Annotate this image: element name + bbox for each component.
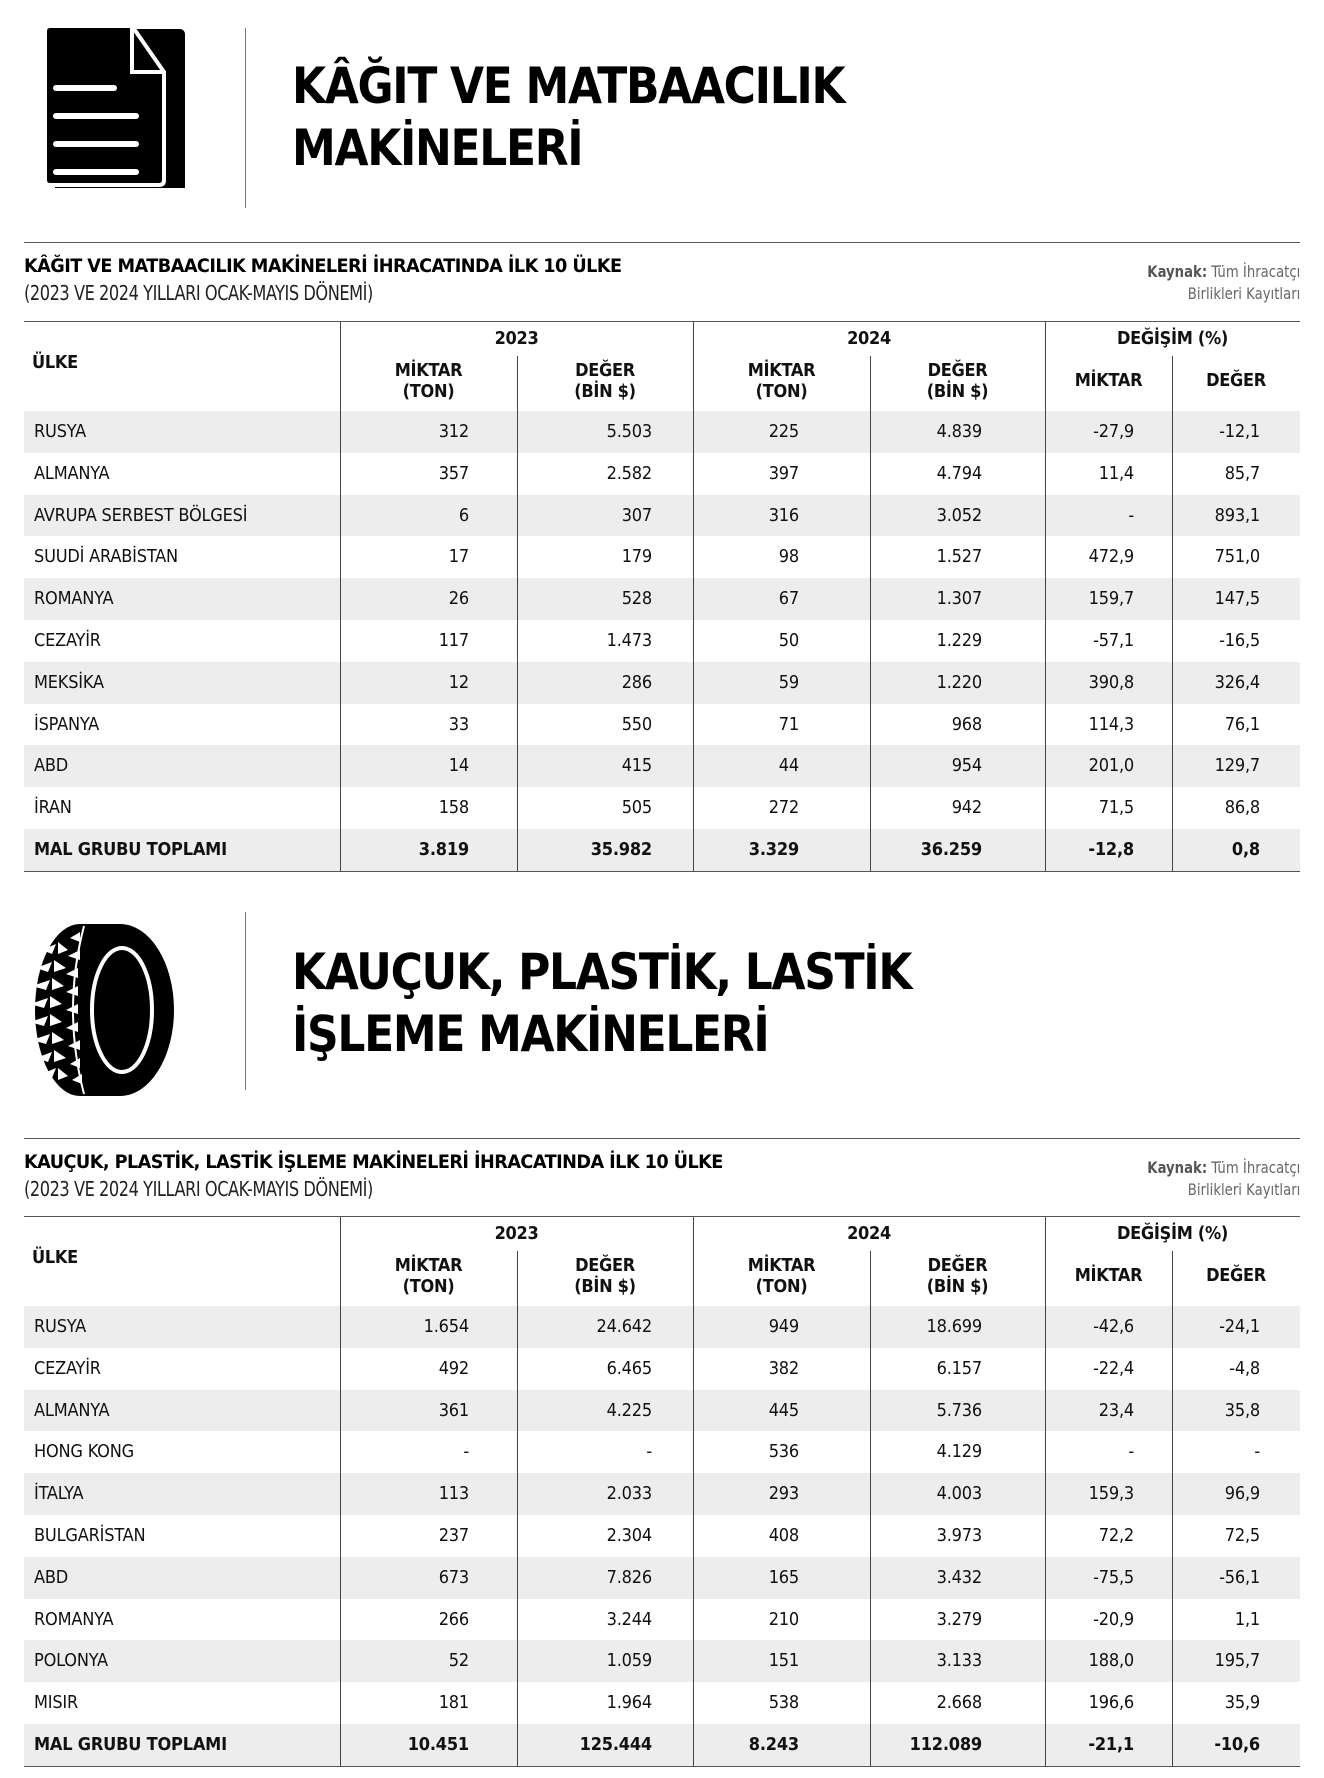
col-header-line2: (BİN $) [574,381,636,402]
v2024-cell: 942 [951,797,982,819]
col-header-change-quantity: MİKTAR [1074,370,1143,391]
source-label: Kaynak: [1146,1158,1207,1177]
v2024-cell: 6.157 [936,1357,982,1379]
v2024-cell: 36.259 [920,838,982,860]
col-header-line1: MİKTAR [394,360,463,381]
cv-cell: 35,9 [1224,1692,1260,1714]
column-divider [693,322,694,871]
q2024-cell: 272 [768,797,799,819]
source-text: Tüm İhracatçı [1211,262,1300,281]
header-divider [245,28,246,208]
country-cell: ROMANYA [34,588,114,610]
table-row [24,453,1300,495]
col-header-quantity [693,360,870,402]
cq-cell: 71,5 [1098,797,1134,819]
cq-cell: - [1128,1441,1134,1463]
v2023-cell: 6.465 [606,1357,652,1379]
col-header-change: DEĞİŞİM (%) [1117,328,1228,349]
cv-cell: 326,4 [1214,671,1260,693]
country-cell: CEZAYİR [34,629,101,651]
table-row [24,1306,1300,1348]
cq-cell: 159,7 [1088,588,1134,610]
v2024-cell: 18.699 [926,1316,982,1337]
cq-cell: 114,3 [1088,713,1134,735]
cq-cell: 72,2 [1098,1524,1134,1546]
q2024-cell: 8.243 [748,1733,799,1755]
q2023-cell: 113 [438,1483,469,1505]
v2023-cell: 2.304 [606,1524,652,1546]
v2024-cell: 1.220 [936,671,982,693]
col-header-line1: DEĞER [575,1255,635,1276]
table-row [24,1557,1300,1599]
col-header-year-2023: 2023 [494,328,539,349]
cq-cell: - [1128,504,1134,526]
cv-cell: 751,0 [1214,546,1260,568]
table-row [24,1390,1300,1432]
table-row [24,411,1300,453]
table-caption [24,1138,1300,1218]
table-row [24,620,1300,662]
country-cell: BULGARİSTAN [34,1524,146,1546]
section-2-header [0,900,1324,1090]
table-total-row [24,1724,1300,1766]
v2023-cell: 1.964 [606,1692,652,1714]
v2023-cell: 1.473 [606,629,652,651]
q2024-cell: 382 [768,1357,799,1379]
country-cell: ABD [34,1566,69,1588]
q2024-cell: 210 [768,1608,799,1630]
column-divider [693,1217,694,1766]
v2023-cell: 286 [621,671,652,693]
country-cell: ALMANYA [34,1399,110,1421]
column-divider [870,1251,871,1766]
q2024-cell: 165 [768,1566,799,1588]
cv-cell: 147,5 [1214,588,1260,610]
table-body [24,1306,1300,1766]
cv-cell: 86,8 [1224,797,1260,819]
v2023-cell: 3.244 [606,1608,652,1630]
cv-cell: - [1254,1441,1260,1463]
column-divider [1045,1217,1046,1766]
q2023-cell: 492 [438,1357,469,1379]
v2023-cell: 35.982 [590,838,652,860]
v2024-cell: 954 [951,755,982,777]
cq-cell: 188,0 [1088,1650,1134,1672]
cv-cell: 129,7 [1214,755,1260,777]
cq-cell: 390,8 [1088,671,1134,693]
v2023-cell: 550 [621,713,652,735]
col-header-year-2024: 2024 [847,328,891,349]
q2024-cell: 316 [768,504,799,526]
q2024-cell: 44 [778,755,799,777]
v2024-cell: 2.668 [936,1692,982,1714]
q2023-cell: 14 [448,755,469,777]
cq-cell: 196,6 [1088,1692,1134,1714]
table-bottom-rule [24,1766,1300,1768]
v2024-cell: 1.229 [936,629,982,651]
v2023-cell: 528 [621,588,652,610]
cv-cell: -12,1 [1219,421,1260,442]
column-divider [1172,1251,1173,1766]
country-cell: RUSYA [34,1316,86,1337]
table-caption [24,242,1300,322]
v2024-cell: 3.133 [936,1650,982,1672]
col-header-change-quantity: MİKTAR [1074,1265,1143,1286]
table-row [24,1599,1300,1641]
cq-cell: -57,1 [1093,629,1134,651]
section-title-line1: KAUÇUK, PLASTİK, LASTİK [292,943,912,1001]
table-total-row [24,829,1300,871]
col-header-quantity [340,1255,517,1297]
col-header-year-2024: 2024 [847,1223,891,1244]
q2024-cell: 445 [768,1399,799,1421]
country-cell: SUUDİ ARABİSTAN [34,546,178,568]
v2024-cell: 5.736 [936,1399,982,1421]
q2023-cell: 266 [438,1608,469,1630]
col-header-value [517,360,693,402]
country-cell: MISIR [34,1692,79,1714]
col-header-country: ÜLKE [32,352,78,373]
q2024-cell: 293 [768,1483,799,1505]
col-header-country: ÜLKE [32,1247,78,1268]
cv-cell: 893,1 [1214,504,1260,526]
q2023-cell: 117 [438,629,469,651]
v2023-cell: 2.033 [606,1483,652,1505]
column-divider [340,1217,341,1766]
source-label: Kaynak: [1146,262,1207,281]
country-cell: MEKSİKA [34,671,104,693]
cq-cell: -75,5 [1093,1566,1134,1588]
col-header-change-value: DEĞER [1206,1265,1266,1286]
col-header-line2: (TON) [755,381,808,402]
cv-cell: 35,8 [1224,1399,1260,1421]
cq-cell: 201,0 [1088,755,1134,777]
col-header-year-2023: 2023 [494,1223,539,1244]
country-cell: POLONYA [34,1650,108,1672]
q2024-cell: 67 [778,588,799,610]
v2023-cell: 24.642 [596,1316,652,1337]
col-header-value [870,1255,1045,1297]
q2023-cell: 10.451 [407,1733,469,1755]
country-cell: ROMANYA [34,1608,114,1630]
section-title-line1: KÂĞIT VE MATBAACILIK [292,57,845,115]
table-row [24,787,1300,829]
cv-cell: -16,5 [1219,629,1260,651]
source-note [1147,1157,1300,1201]
q2024-cell: 71 [778,713,799,735]
cv-cell: -10,6 [1214,1733,1260,1755]
table-title: KÂĞIT VE MATBAACILIK MAKİNELERİ İHRACATINDA İLK 10 ÜLKE [24,255,622,277]
table-subtitle: (2023 VE 2024 YILLARI OCAK-MAYIS DÖNEMİ) [24,281,373,305]
table-row [24,1682,1300,1724]
export-table [24,321,1300,871]
q2023-cell: 26 [448,588,469,610]
v2024-cell: 968 [951,713,982,735]
q2023-cell: 312 [438,421,469,442]
cq-cell: -21,1 [1088,1733,1134,1755]
country-cell: ABD [34,755,69,777]
q2023-cell: 3.819 [418,838,469,860]
country-cell: İTALYA [34,1483,84,1505]
v2023-cell: 505 [621,797,652,819]
q2023-cell: 1.654 [423,1316,469,1337]
v2023-cell: - [646,1441,652,1463]
q2023-cell: 6 [458,504,469,526]
v2024-cell: 3.973 [936,1524,982,1546]
q2023-cell: 357 [438,462,469,484]
v2024-cell: 3.432 [936,1566,982,1588]
table-row [24,1640,1300,1682]
cv-cell: -56,1 [1219,1566,1260,1588]
cv-cell: 195,7 [1214,1650,1260,1672]
q2023-cell: 181 [438,1692,469,1714]
cv-cell: -4,8 [1229,1357,1260,1379]
table-bottom-rule [24,871,1300,873]
col-header-value [517,1255,693,1297]
cv-cell: 72,5 [1224,1524,1260,1546]
q2024-cell: 397 [768,462,799,484]
cv-cell: 85,7 [1224,462,1260,484]
v2023-cell: 7.826 [606,1566,652,1588]
col-header-quantity [340,360,517,402]
table-row [24,745,1300,787]
q2024-cell: 408 [768,1524,799,1546]
v2024-cell: 112.089 [909,1733,982,1755]
q2024-cell: 225 [768,421,799,442]
table-row [24,1348,1300,1390]
cv-cell: 1,1 [1234,1608,1260,1630]
col-header-line2: (TON) [402,1276,455,1297]
cv-cell: 0,8 [1231,838,1260,860]
q2023-cell: 673 [438,1566,469,1588]
q2023-cell: - [463,1441,469,1463]
col-header-line2: (BİN $) [926,381,989,402]
col-header-change-value: DEĞER [1206,370,1266,391]
q2024-cell: 536 [768,1441,799,1463]
v2023-cell: 179 [621,546,652,568]
q2023-cell: 12 [448,671,469,693]
col-header-line1: MİKTAR [747,1255,816,1276]
cv-cell: 76,1 [1224,713,1260,735]
col-header-quantity [693,1255,870,1297]
table-row [24,578,1300,620]
export-table [24,1216,1300,1766]
col-header-line1: DEĞER [575,360,635,381]
section-1-header [0,0,1324,190]
country-cell: HONG KONG [34,1441,134,1463]
q2023-cell: 52 [448,1650,469,1672]
col-header-change: DEĞİŞİM (%) [1117,1223,1228,1244]
cv-cell: -24,1 [1219,1316,1260,1337]
col-header-line2: (TON) [755,1276,808,1297]
source-text: Tüm İhracatçı [1211,1158,1300,1177]
section-title-line2: MAKİNELERİ [292,119,583,177]
col-header-line1: DEĞER [927,360,988,381]
q2023-cell: 158 [438,797,469,819]
q2024-cell: 59 [778,671,799,693]
col-header-line2: (TON) [402,381,455,402]
header-divider [245,912,246,1090]
column-divider [870,356,871,871]
country-cell: MAL GRUBU TOPLAMI [34,838,227,860]
country-cell: AVRUPA SERBEST BÖLGESİ [34,504,248,526]
table-row [24,536,1300,578]
table-title: KAUÇUK, PLASTİK, LASTİK İŞLEME MAKİNELERİ İHRACATINDA İLK 10 ÜLKE [24,1151,723,1173]
table-body [24,411,1300,871]
table-header [24,1217,1300,1306]
cv-cell: 96,9 [1224,1483,1260,1505]
column-divider [340,322,341,871]
source-note [1147,261,1300,305]
column-divider [517,356,518,871]
q2024-cell: 98 [778,546,799,568]
v2024-cell: 4.003 [936,1483,982,1505]
cq-cell: -42,6 [1093,1316,1134,1337]
column-divider [1172,356,1173,871]
q2023-cell: 33 [448,713,469,735]
cq-cell: -20,9 [1093,1608,1134,1630]
source-text-line2: Birlikleri Kayıtları [1187,284,1300,303]
v2023-cell: 2.582 [606,462,652,484]
col-header-line2: (BİN $) [926,1276,989,1297]
col-header-line2: (BİN $) [574,1276,636,1297]
col-header-line1: DEĞER [927,1255,988,1276]
section-title-line2: İŞLEME MAKİNELERİ [292,1005,769,1063]
tire-icon [22,920,197,1100]
col-header-value [870,360,1045,402]
source-text-line2: Birlikleri Kayıtları [1187,1180,1300,1199]
v2024-cell: 4.129 [936,1441,982,1463]
column-divider [517,1251,518,1766]
table-row [24,495,1300,537]
table-row [24,704,1300,746]
table-row [24,1473,1300,1515]
v2023-cell: 125.444 [579,1733,652,1755]
v2024-cell: 3.052 [936,504,982,526]
q2024-cell: 949 [768,1316,799,1337]
q2024-cell: 538 [768,1692,799,1714]
v2024-cell: 3.279 [936,1608,982,1630]
v2023-cell: 1.059 [606,1650,652,1672]
country-cell: İRAN [34,797,72,819]
cq-cell: 23,4 [1098,1399,1134,1421]
country-cell: ALMANYA [34,462,110,484]
v2023-cell: 415 [621,755,652,777]
table-row [24,662,1300,704]
q2024-cell: 151 [768,1650,799,1672]
country-cell: MAL GRUBU TOPLAMI [34,1733,227,1755]
table-row [24,1515,1300,1557]
cq-cell: 472,9 [1088,546,1134,568]
country-cell: İSPANYA [34,713,100,735]
table-header [24,322,1300,411]
cq-cell: -22,4 [1093,1357,1134,1379]
column-divider [1045,322,1046,871]
v2023-cell: 307 [621,504,652,526]
q2024-cell: 50 [778,629,799,651]
v2024-cell: 1.307 [936,588,982,610]
country-cell: CEZAYİR [34,1357,101,1379]
v2024-cell: 4.794 [936,462,982,484]
q2023-cell: 237 [438,1524,469,1546]
table-row [24,1431,1300,1473]
country-cell: RUSYA [34,421,86,442]
cq-cell: -12,8 [1088,838,1134,860]
col-header-line1: MİKTAR [394,1255,463,1276]
table-subtitle: (2023 VE 2024 YILLARI OCAK-MAYIS DÖNEMİ) [24,1177,373,1201]
v2023-cell: 4.225 [606,1399,652,1421]
col-header-line1: MİKTAR [747,360,816,381]
v2024-cell: 1.527 [936,546,982,568]
cq-cell: -27,9 [1093,421,1134,442]
document-pages-icon [20,28,185,188]
v2024-cell: 4.839 [936,421,982,442]
q2024-cell: 3.329 [748,838,799,860]
v2023-cell: 5.503 [606,421,652,442]
q2023-cell: 17 [448,546,469,568]
cq-cell: 159,3 [1088,1483,1134,1505]
q2023-cell: 361 [438,1399,469,1421]
cq-cell: 11,4 [1098,462,1134,484]
